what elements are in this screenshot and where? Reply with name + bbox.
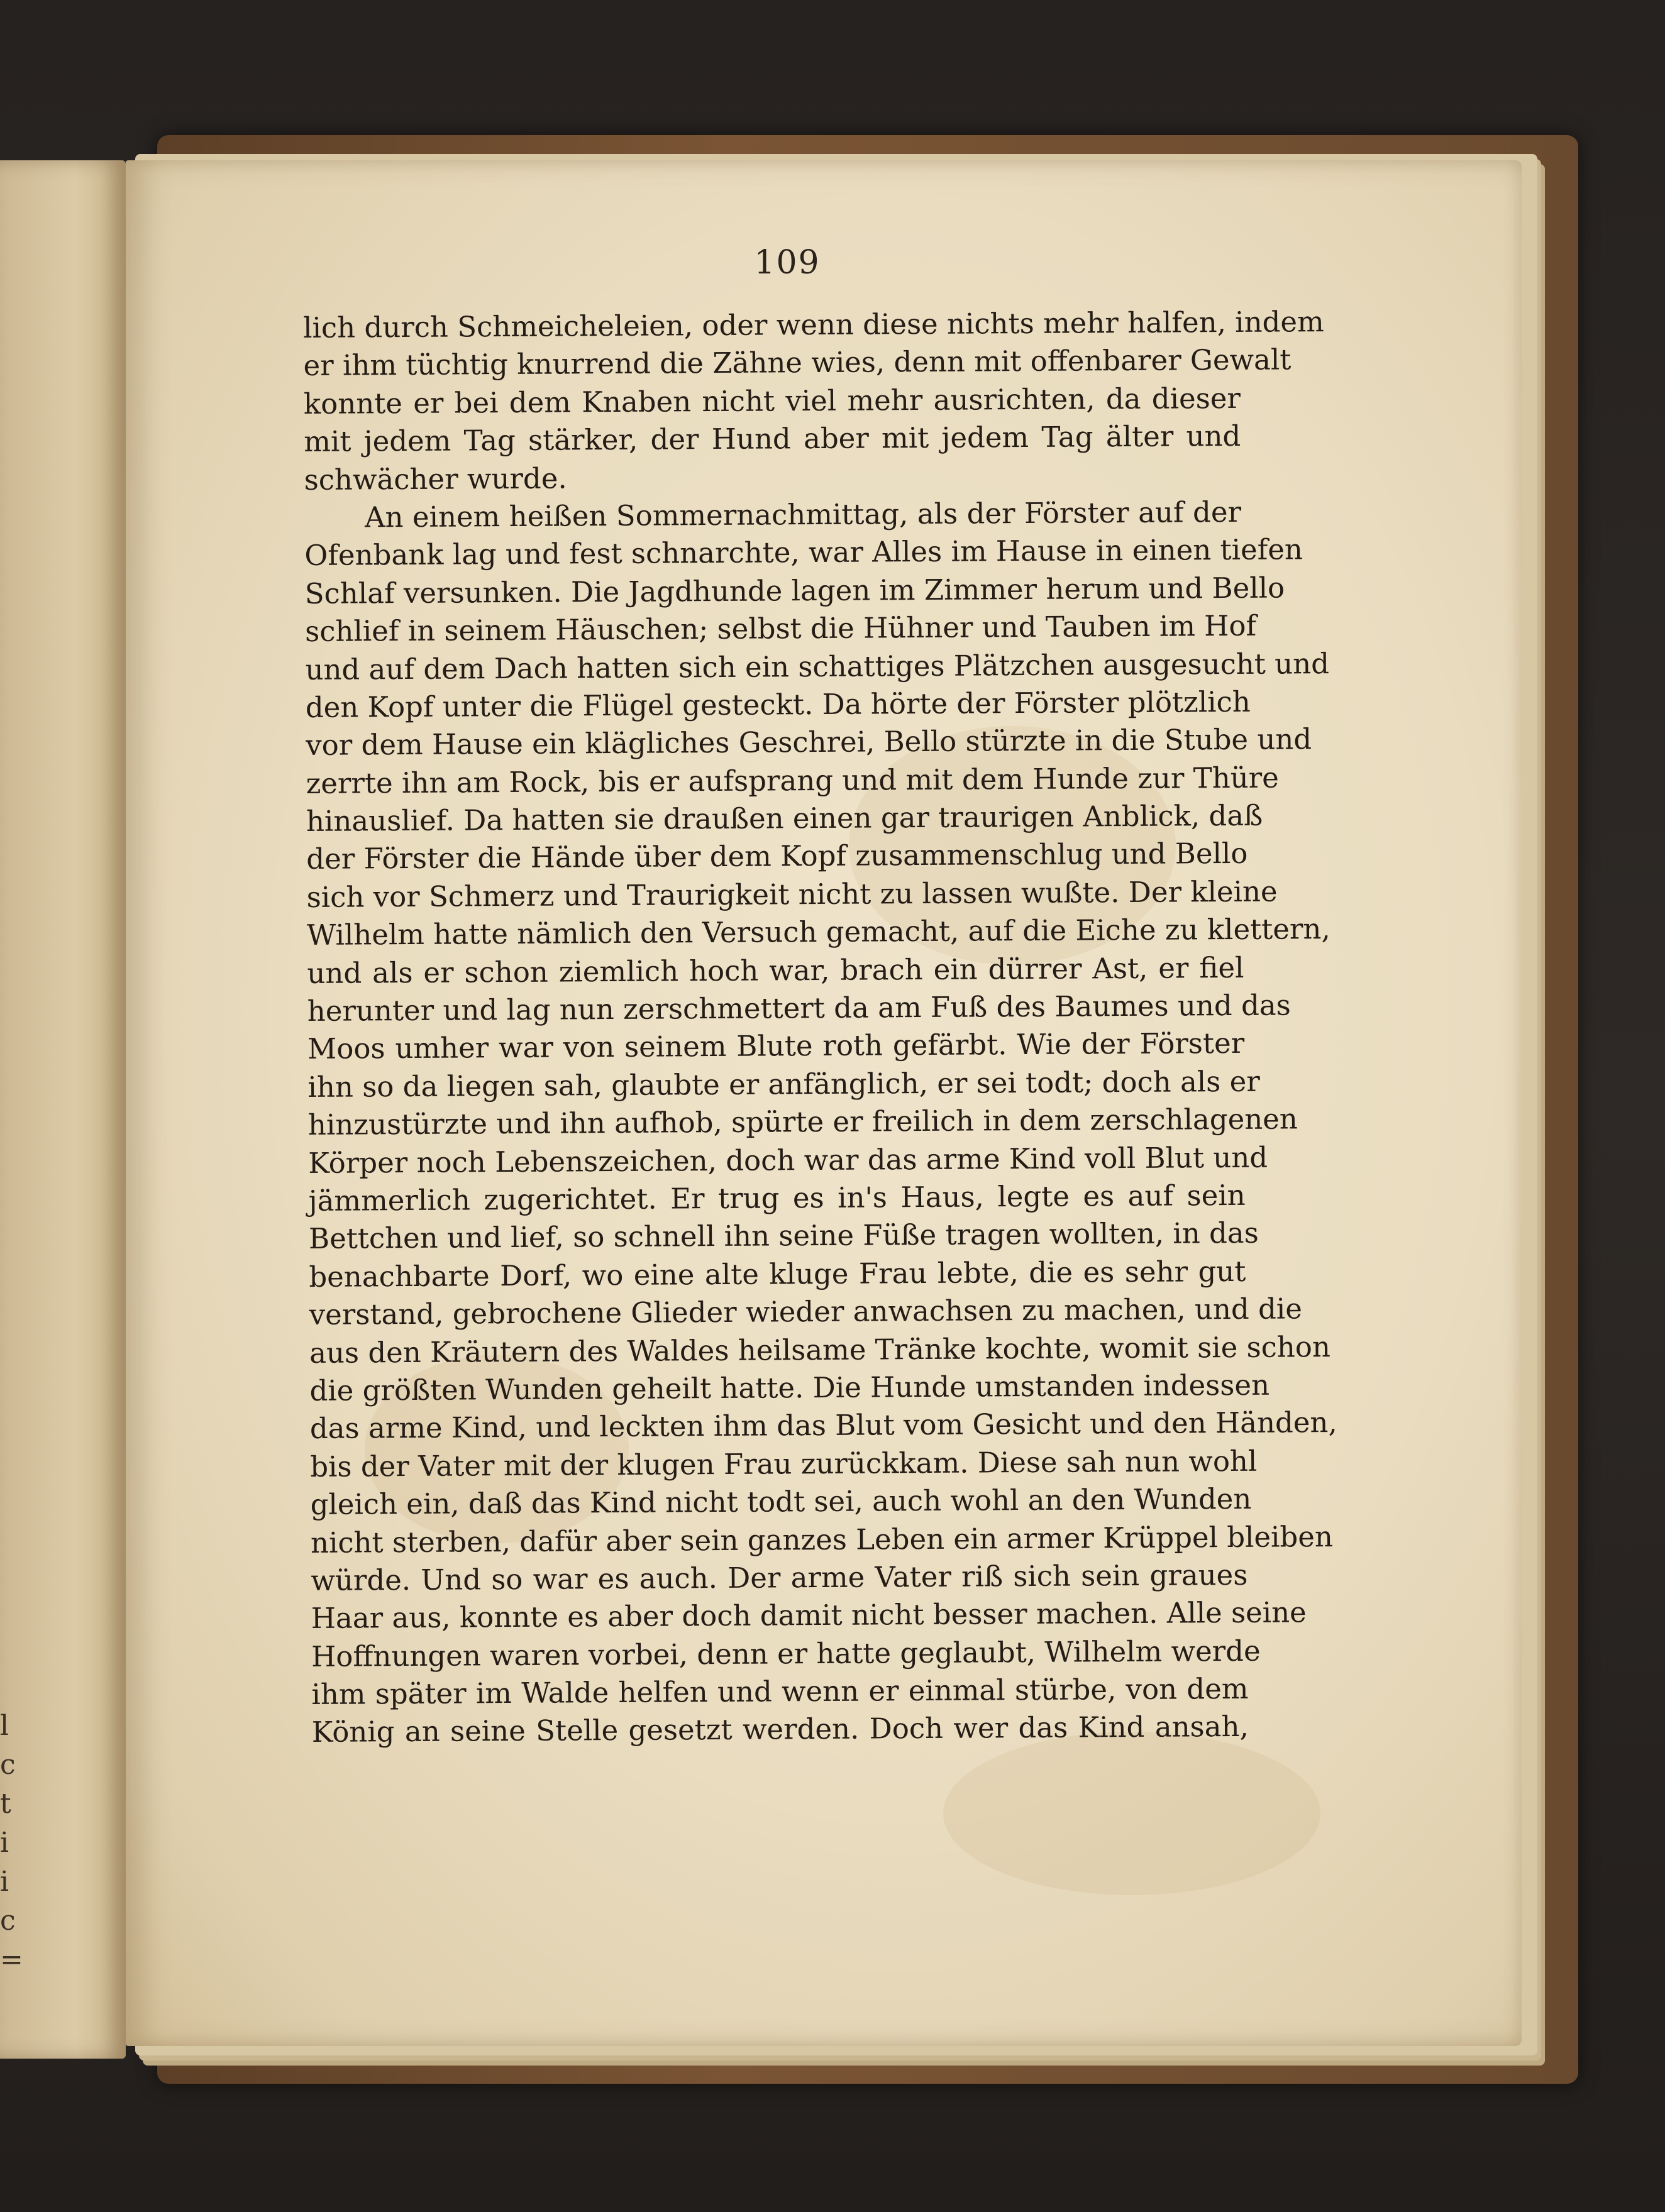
left-page-fragment: i [0,1827,9,1859]
body-text [303,304,1337,1752]
left-page-fragment: c [0,1905,16,1937]
text-line: Schlaf versunken. Die Jagdhunde lagen im Zimmer herum und Bello [304,571,1285,610]
text-line: der Förster die Hände über dem Kopf zusammenschlug und Bello [306,837,1248,876]
text-line: benachbarte Dorf, wo eine alte kluge Frau lebte, die es sehr gut [309,1254,1246,1294]
text-line: Körper noch Lebenszeichen, doch war das arme Kind voll Blut und [308,1140,1268,1180]
text-line: Wilhelm hatte nämlich den Versuch gemacht, auf die Eiche zu klettern, [306,912,1330,952]
left-page-fragment: l [0,1710,9,1742]
text-line: lich durch Schmeicheleien, oder wenn diese nichts mehr halfen, indem [303,305,1324,344]
text-line: würde. Und so war es auch. Der arme Vater riß sich sein graues [311,1558,1248,1597]
left-page-fragment: i [0,1866,9,1898]
text-line: aus den Kräutern des Waldes heilsame Tränke kochte, womit sie schon [309,1329,1331,1370]
text-line: vor dem Hause ein klägliches Geschrei, Bello stürzte in die Stube und [306,722,1312,762]
text-line: bis der Vater mit der klugen Frau zurückkam. Diese sah nun wohl [310,1444,1258,1483]
page-number: 109 [754,244,821,282]
text-line: er ihm tüchtig knurrend die Zähne wies, denn mit offenbarer Gewalt [303,343,1292,383]
text-line: die größten Wunden geheilt hatte. Die Hunde umstanden indessen [309,1368,1270,1407]
text-line: ihm später im Walde helfen und wenn er einmal stürbe, von dem [311,1671,1249,1712]
text-line: ihn so da liegen sah, glaubte er anfänglich, er sei todt; doch als er [307,1064,1260,1104]
text-line: Haar aus, konnte es aber doch damit nicht besser machen. Alle seine [311,1595,1307,1636]
text-line: An einem heißen Sommernachmittag, als der Förster auf der [364,495,1242,534]
text-line: jämmerlich zugerichtet. Er trug es in's Haus, legte es auf sein [308,1178,1246,1218]
left-page-fragment: t [0,1788,11,1820]
text-line: König an seine Stelle gesetzt werden. Doch wer das Kind ansah, [311,1710,1249,1749]
left-page [0,160,126,2059]
text-line: schlief in seinem Häuschen; selbst die Hühner und Tauben im Hof [304,608,1257,649]
text-line: hinzustürzte und ihn aufhob, spürte er freilich in dem zerschlagenen [307,1102,1298,1142]
text-line: sich vor Schmerz und Traurigkeit nicht zu lassen wußte. Der kleine [306,874,1278,914]
text-line: Moos umher war von seinem Blute roth gefärbt. Wie der Förster [307,1026,1245,1066]
text-line: und auf dem Dach hatten sich ein schattiges Plätzchen ausgesucht und [305,646,1330,686]
text-line: mit jedem Tag stärker, der Hund aber mit jedem Tag älter und [304,419,1241,459]
text-line: und als er schon ziemlich hoch war, brach ein dürrer Ast, er fiel [307,950,1244,990]
left-page-fragment: c [0,1749,16,1781]
text-line: verstand, gebrochene Glieder wieder anwachsen zu machen, und die [309,1292,1303,1332]
text-line: herunter und lag nun zerschmettert da am Fuß des Baumes und das [307,988,1291,1028]
text-line: schwächer wurde. [304,461,567,497]
paper-stain [943,1732,1320,1895]
left-page-fragment: = [0,1944,23,1976]
text-line: nicht sterben, dafür aber sein ganzes Leben ein armer Krüppel bleiben [310,1519,1334,1560]
text-line: gleich ein, daß das Kind nicht todt sei, auch wohl an den Wunden [310,1482,1252,1522]
text-line: konnte er bei dem Knaben nicht viel mehr ausrichten, da dieser [303,381,1241,421]
text-line: hinauslief. Da hatten sie draußen einen gar traurigen Anblick, daß [306,798,1263,839]
text-line: Ofenbank lag und fest schnarchte, war Alles im Hause in einen tiefen [304,532,1303,573]
text-line: den Kopf unter die Flügel gesteckt. Da hörte der Förster plötzlich [305,685,1251,724]
text-line: Hoffnungen waren vorbei, denn er hatte geglaubt, Wilhelm werde [311,1634,1261,1673]
text-line: das arme Kind, und leckten ihm das Blut vom Gesicht und den Händen, [309,1406,1337,1446]
text-line: zerrte ihn am Rock, bis er aufsprang und mit dem Hunde zur Thüre [306,761,1279,800]
left-page-fragments [0,1707,23,1979]
text-line: Bettchen und lief, so schnell ihn seine Füße tragen wollten, in das [308,1216,1259,1256]
